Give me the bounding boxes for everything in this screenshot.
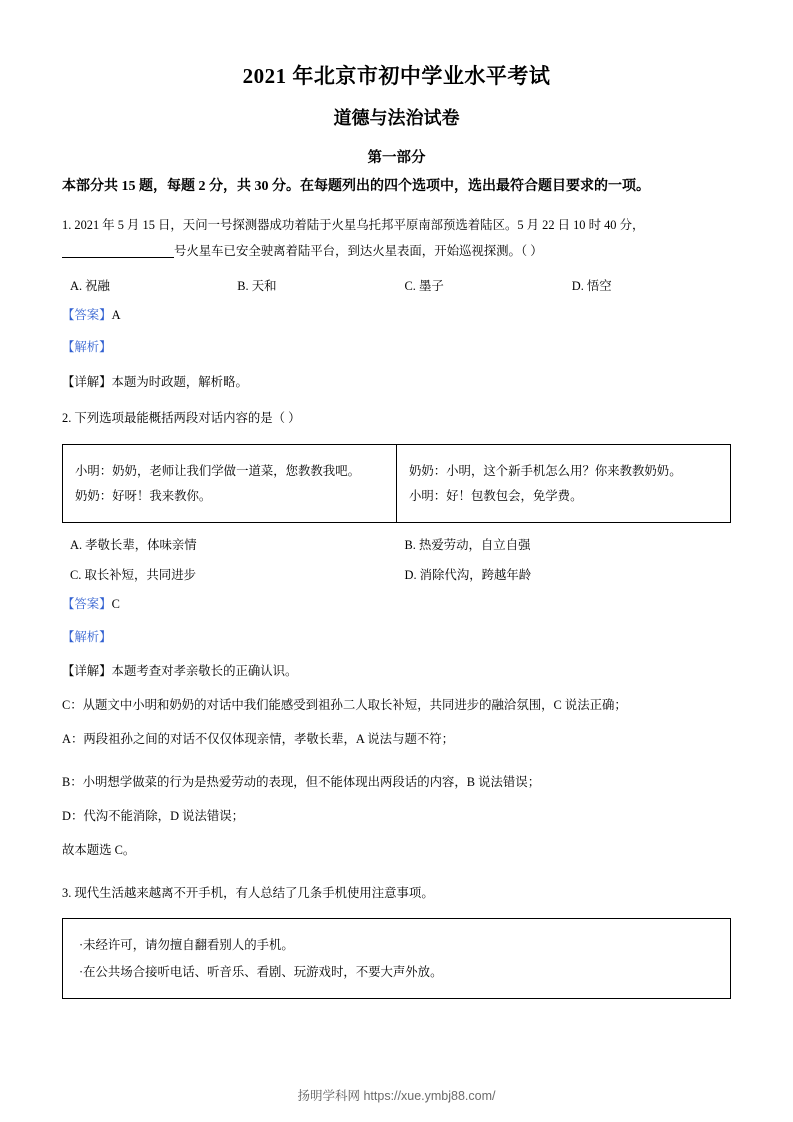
analysis-tag: 【解析】 [62, 629, 112, 644]
question-2-analysis [62, 627, 731, 648]
notice-item-1: ·未经许可，请勿擅自翻看别人的手机。 [79, 938, 294, 953]
notice-item-2: ·在公共场合接听电话、听音乐、看剧、玩游戏时，不要大声外放。 [79, 964, 443, 979]
question-1-analysis [62, 337, 731, 358]
option-d[interactable]: D. 消除代沟，跨越年龄 [404, 568, 532, 583]
question-2-detail-1: 【详解】本题考查对孝亲敬长的正确认识。 [62, 663, 298, 678]
table-row [63, 444, 731, 523]
notice-box [62, 918, 731, 998]
question-2-options-row-2 [62, 565, 731, 583]
question-2-detail-4: B：小明想学做菜的行为是热爱劳动的表现，但不能体现出两段话的内容，B 说法错误； [62, 774, 541, 789]
dialog-left-line-1: 小明：奶奶，老师让我们学做一道菜，您教教我吧。 [75, 463, 360, 478]
question-2-options-row-1 [62, 535, 731, 553]
question-2-stem: 2. 下列选项最能概括两段对话内容的是（ ） [62, 410, 301, 425]
question-2-detail-5: D：代沟不能消除，D 说法错误； [62, 808, 245, 823]
option-a[interactable]: A. 祝融 [70, 279, 110, 294]
dialog-table [62, 444, 731, 524]
question-1-stem-tail: 号火星车已安全驶离着陆平台，到达火星表面，开始巡视探测。（ ） [174, 244, 543, 259]
question-1-stem-continued [62, 240, 731, 263]
option-c[interactable]: C. 墨子 [404, 279, 444, 294]
dialog-left-cell [63, 444, 397, 523]
question-1-stem: 1. 2021 年 5 月 15 日，天问一号探测器成功着陆于火星乌托邦平原南部预选着陆区。5 月 22 日 10 时 40 分， [62, 217, 645, 232]
fill-blank [62, 257, 174, 258]
answer-tag: 【答案】 [62, 597, 112, 612]
question-1-answer [62, 305, 731, 326]
analysis-tag: 【解析】 [62, 340, 112, 355]
footer-brand: 扬明学科网 [297, 1089, 360, 1103]
answer-value: C [111, 597, 120, 612]
dialog-right-line-2: 小明：好！包教包会，免学费。 [409, 488, 583, 503]
dialog-right-line-1: 奶奶：小明，这个新手机怎么用？你来教教奶奶。 [409, 463, 682, 478]
section-description: 本部分共 15 题，每题 2 分，共 30 分。在每题列出的四个选项中，选出最符合题目要求的一项。 [62, 179, 650, 194]
question-2-answer [62, 594, 731, 615]
option-b[interactable]: B. 热爱劳动，自立自强 [404, 538, 531, 553]
question-2-detail-3: A：两段祖孙之间的对话不仅仅体现亲情，孝敬长辈，A 说法与题不符； [62, 732, 455, 747]
page-subtitle: 道德与法治试卷 [333, 108, 460, 128]
option-d[interactable]: D. 悟空 [571, 279, 612, 294]
section-title: 第一部分 [367, 150, 426, 166]
question-1-options [62, 276, 731, 294]
option-c[interactable]: C. 取长补短，共同进步 [70, 568, 196, 583]
footer-watermark [0, 1086, 793, 1104]
answer-value: A [111, 308, 121, 323]
dialog-right-cell [397, 444, 731, 523]
question-3-stem: 3. 现代生活越来越离不开手机，有人总结了几条手机使用注意事项。 [62, 885, 434, 900]
question-2-detail-6: 故本题选 C。 [62, 843, 136, 858]
question-1-detail: 【详解】本题为时政题，解析略。 [62, 374, 248, 389]
answer-tag: 【答案】 [62, 308, 112, 323]
footer-url[interactable]: https://xue.ymbj88.com/ [363, 1089, 496, 1103]
dialog-left-line-2: 奶奶：好呀！我来教你。 [75, 488, 212, 503]
page-title: 2021 年北京市初中学业水平考试 [242, 64, 551, 88]
option-b[interactable]: B. 天和 [237, 279, 277, 294]
option-a[interactable]: A. 孝敬长辈，体味亲情 [70, 538, 197, 553]
question-2-detail-2: C：从题文中小明和奶奶的对话中我们能感受到祖孙二人取长补短，共同进步的融洽氛围，C 说法正确； [62, 697, 627, 712]
